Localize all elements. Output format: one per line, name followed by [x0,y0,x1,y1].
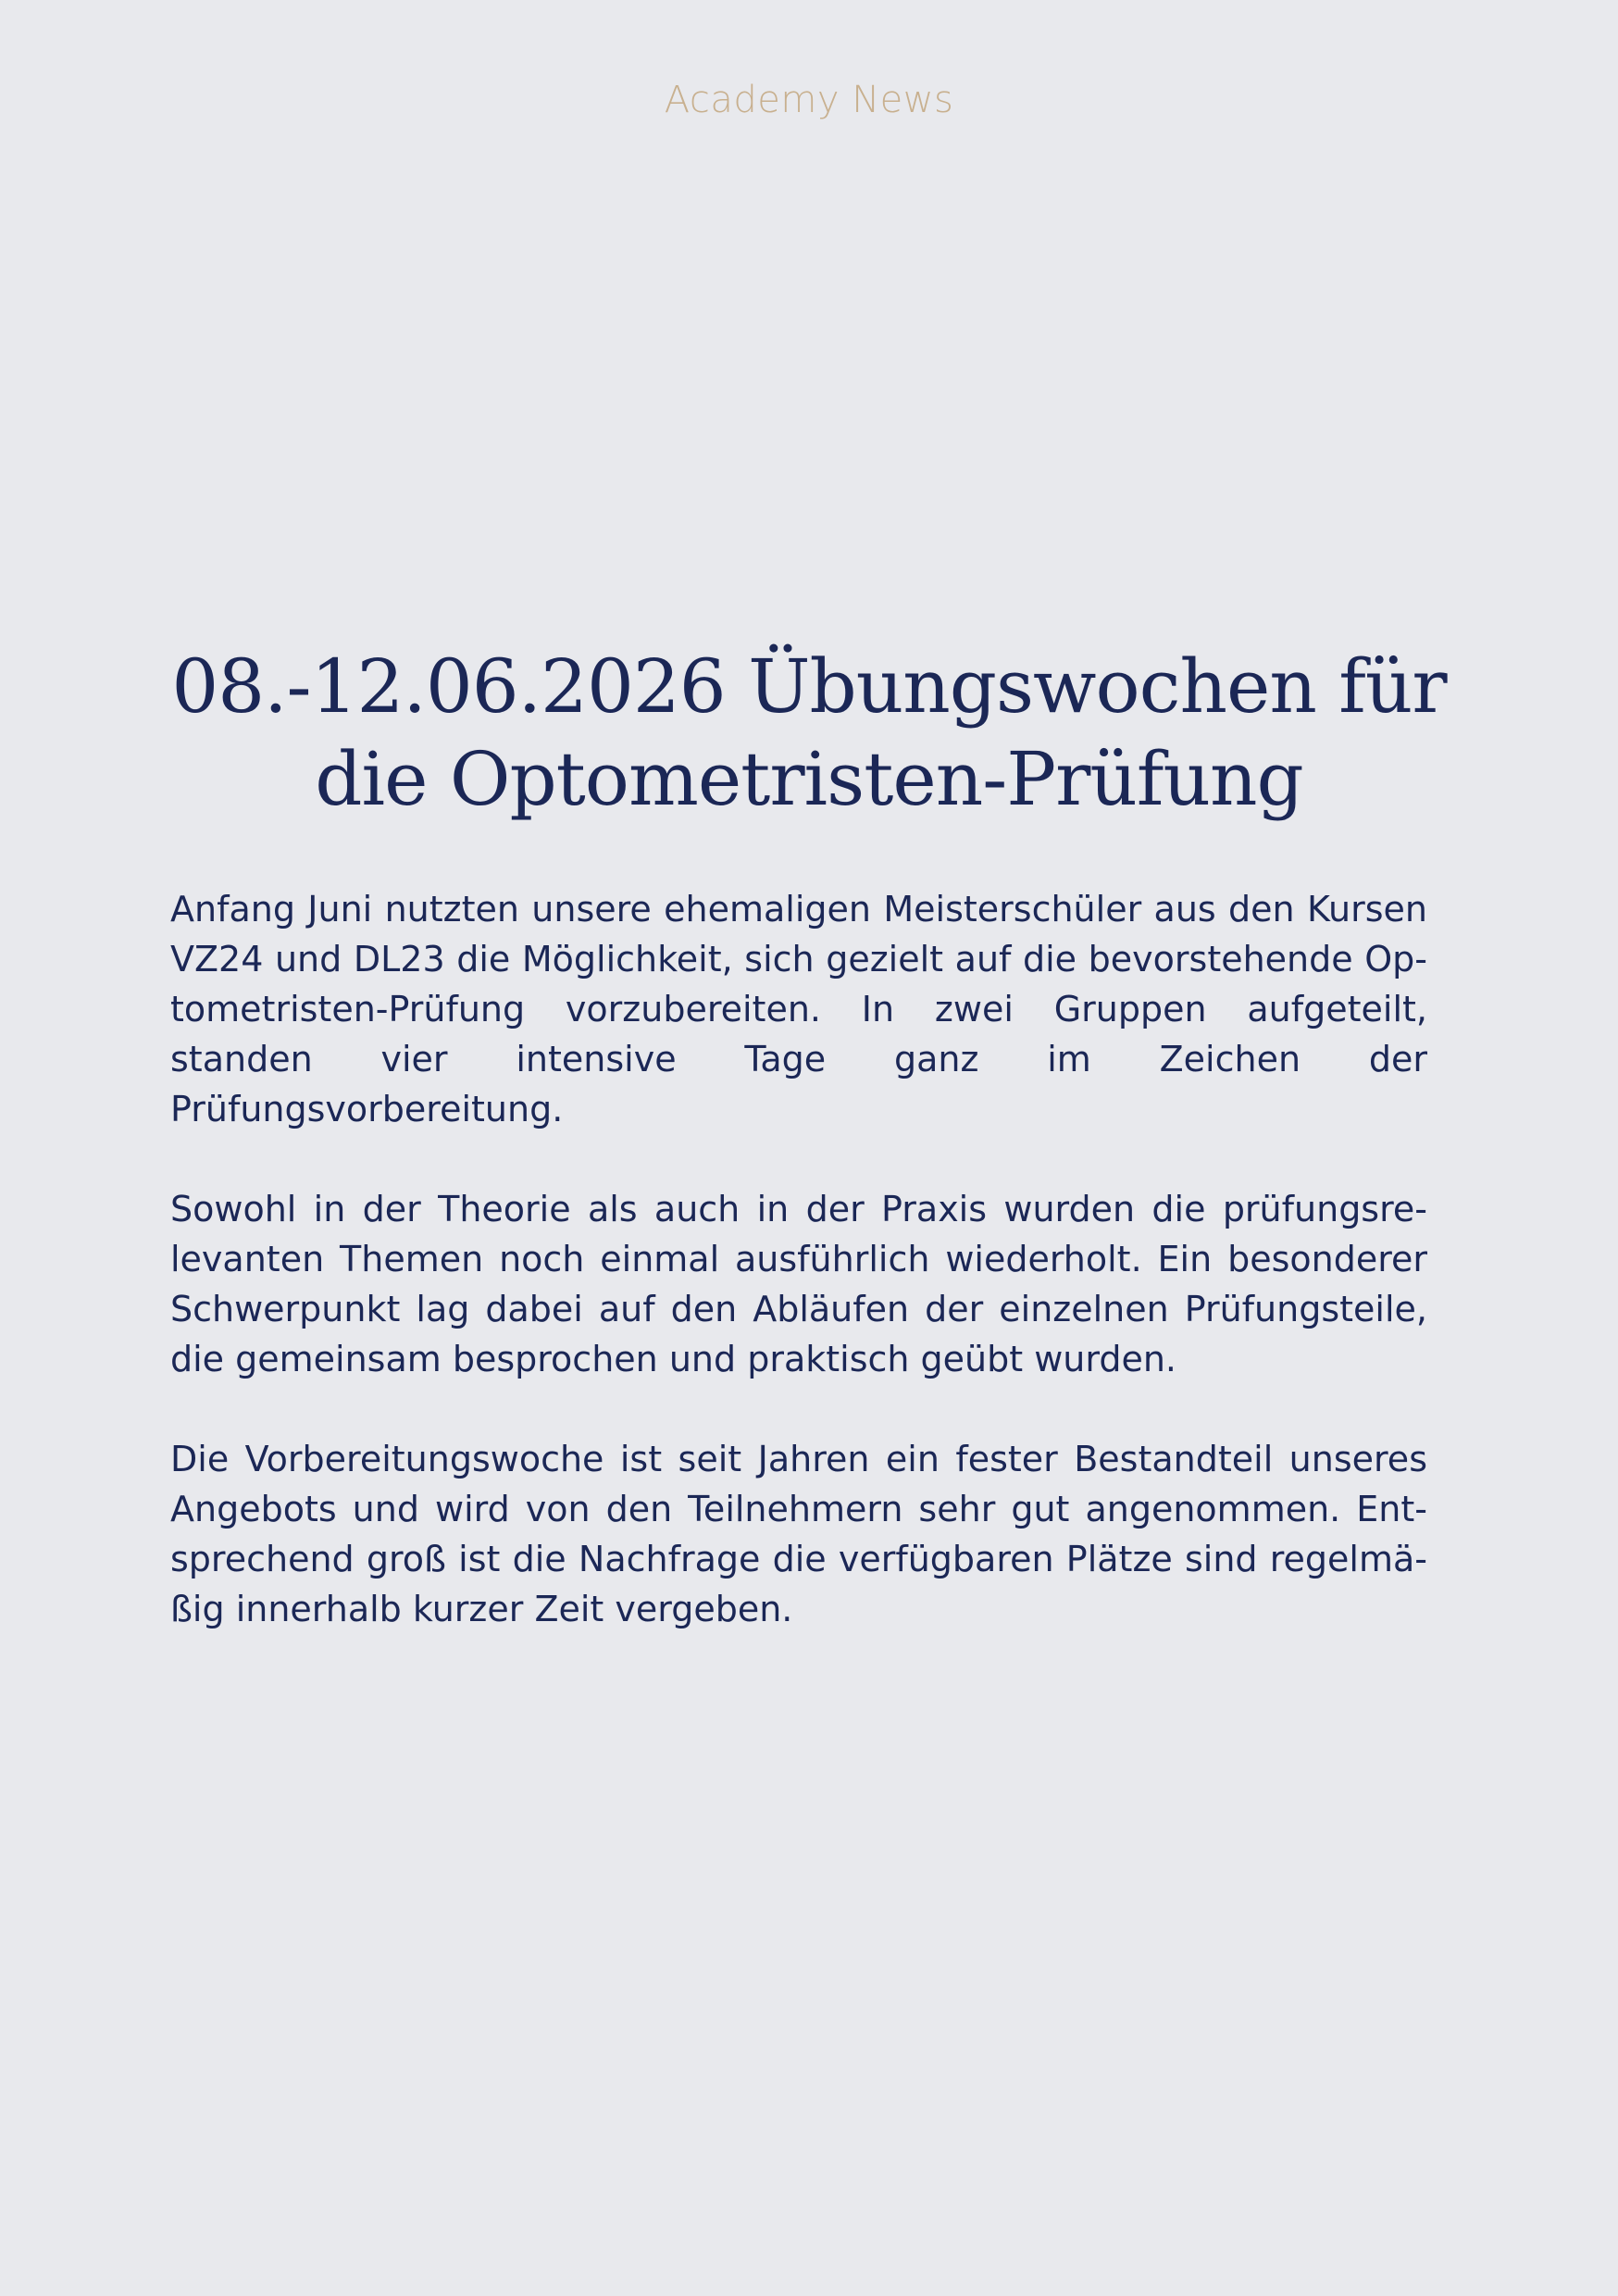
article-paragraph: Anfang Juni nutzten unsere ehemaligen Meisterschüler aus den Kursen VZ24 und DL23 die Möglichkeit, sich gezielt auf die bevorstehende Optometristen-Prüfung vorzubereiten. In zwei Gruppen aufgeteilt, standen vier intensive Tage ganz im Zeichen der Prüfungsvorbereitung. [170,889,1427,1129]
article-body [170,884,1427,1684]
article-paragraph: Die Vorbereitungswoche ist seit Jahren ein fester Bestandteil unseres Angebots und wird von den Teilnehmern sehr gut angenommen. Entsprechend groß ist die Nachfrage die verfügbaren Plätze sind regelmäßig innerhalb kurzer Zeit vergeben. [170,1439,1427,1629]
header-label: Academy News [664,79,954,121]
article-paragraph: Sowohl in der Theorie als auch in der Praxis wurden die prüfungsrelevanten Themen noch einmal ausführlich wiederholt. Ein besonderer Schwerpunkt lag dabei auf den Abläufen der einzelnen Prüfungsteile, die gemeinsam besprochen und praktisch geübt wurden. [170,1189,1427,1379]
article-title: 08.-12.06.2026 Übungswochen für die Optometristen-Prüfung [171,643,1447,822]
